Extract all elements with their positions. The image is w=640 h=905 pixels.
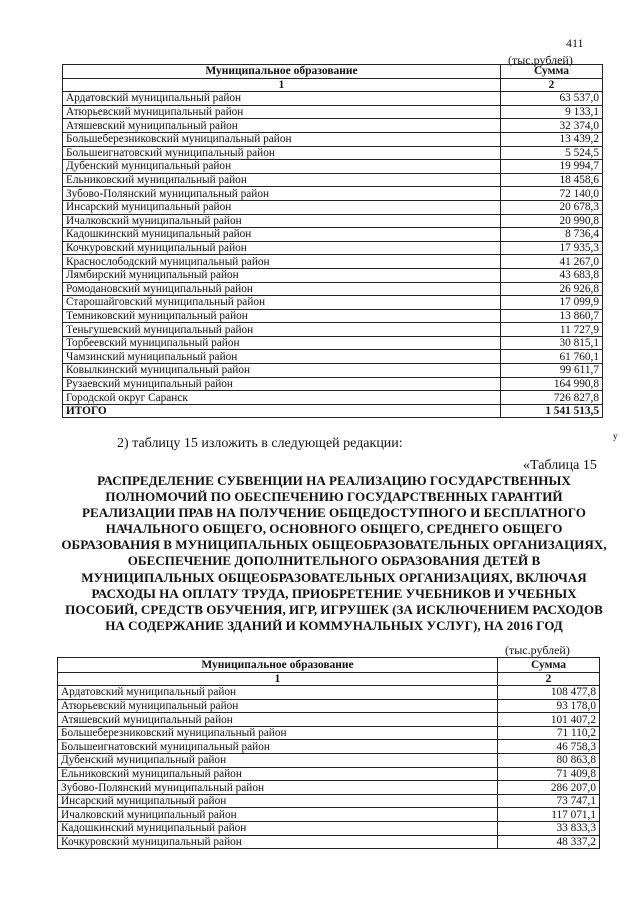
municipality-name: Большеигнатовский муниципальный район (63, 146, 501, 160)
table-header-row (58, 658, 600, 673)
subsidy-sum: 30 815,1 (501, 336, 603, 350)
column-number-2: 2 (498, 672, 600, 686)
table-row (63, 187, 603, 201)
subsidy-sum: 19 994,7 (501, 160, 603, 174)
subsidy-sum: 101 407,2 (498, 713, 600, 727)
table-row (63, 241, 603, 255)
municipality-name: Краснослободский муниципальный район (63, 255, 501, 269)
subsidy-sum: 17 935,3 (501, 241, 603, 255)
municipality-name: Зубово-Полянский муниципальный район (58, 781, 498, 795)
subsidy-table-1 (62, 64, 603, 418)
municipality-name: Инсарский муниципальный район (58, 794, 498, 808)
municipality-name: Ардатовский муниципальный район (63, 92, 501, 106)
table-row (58, 767, 600, 781)
subsidy-sum: 41 267,0 (501, 255, 603, 269)
column-number-row (58, 672, 600, 686)
table-heading: РАСПРЕДЕЛЕНИЕ СУБВЕНЦИИ НА РЕАЛИЗАЦИЮ ГОСУДАРСТВЕННЫХ ПОЛНОМОЧИЙ ПО ОБЕСПЕЧЕНИЮ ГОСУДАРСТВЕННЫХ ГАРАНТИЙ РЕАЛИЗАЦИИ ПРАВ НА ПОЛУЧЕНИЕ ОБЩЕДОСТУПНОГО И БЕСПЛАТНОГО НАЧАЛЬНОГО ОБЩЕГО, ОСНОВНОГО ОБЩЕГО, СРЕДНЕГО ОБЩЕГО ОБРАЗОВАНИЯ В МУНИЦИПАЛЬНЫХ ОБЩЕОБРАЗОВАТЕЛЬНЫХ ОРГАНИЗАЦИЯХ, ОБЕСПЕЧЕНИЕ ДОПОЛНИТЕЛЬНОГО ОБРАЗОВАНИЯ ДЕТЕЙ В МУНИЦИПАЛЬНЫХ ОБЩЕОБРАЗОВАТЕЛЬНЫХ ОРГАНИЗАЦИЯХ, ВКЛЮЧАЯ РАСХОДЫ НА ОПЛАТУ ТРУДА, ПРИОБРЕТЕНИЕ УЧЕБНИКОВ И УЧЕБНЫХ ПОСОБИЙ, СРЕДСТВ ОБУЧЕНИЯ, ИГР, ИГРУШЕК (ЗА ИСКЛЮЧЕНИЕМ РАСХОДОВ НА СОДЕРЖАНИЕ ЗДАНИЙ И КОММУНАЛЬНЫХ УСЛУГ), НА 2016 ГОД (61, 473, 607, 633)
table-row (63, 364, 603, 378)
table-reference: «Таблица 15 (523, 458, 597, 473)
municipality-name: Большеберезниковский муниципальный район (63, 132, 501, 146)
municipality-name: Ичалковский муниципальный район (58, 808, 498, 822)
subsidy-sum: 9 133,1 (501, 105, 603, 119)
subsidy-sum: 33 833,3 (498, 822, 600, 836)
table-row (63, 105, 603, 119)
units-note-2: (тыс.рублей) (505, 643, 570, 657)
table-row (58, 754, 600, 768)
column-header-municipality: Муниципальное образование (63, 65, 501, 79)
total-label: ИТОГО (63, 404, 501, 418)
subsidy-sum: 61 760,1 (501, 350, 603, 364)
subsidy-sum: 99 611,7 (501, 364, 603, 378)
municipality-name: Зубово-Полянский муниципальный район (63, 187, 501, 201)
subsidy-sum: 11 727,9 (501, 323, 603, 337)
municipality-name: Кочкуровский муниципальный район (58, 835, 498, 849)
municipality-name: Торбеевский муниципальный район (63, 336, 501, 350)
subsidy-sum: 108 477,8 (498, 686, 600, 700)
subsidy-sum: 117 071,1 (498, 808, 600, 822)
table-row (58, 740, 600, 754)
municipality-name: Ичалковский муниципальный район (63, 214, 501, 228)
subsidy-table-2 (57, 657, 600, 849)
municipality-name: Теньгушевский муниципальный район (63, 323, 501, 337)
subsidy-sum: 80 863,8 (498, 754, 600, 768)
subsidy-sum: 48 337,2 (498, 835, 600, 849)
subsidy-sum: 71 409,8 (498, 767, 600, 781)
table-row (63, 350, 603, 364)
table-row (63, 268, 603, 282)
column-header-sum: Сумма (501, 65, 603, 79)
municipality-name: Ромодановский муниципальный район (63, 282, 501, 296)
municipality-name: Чамзинский муниципальный район (63, 350, 501, 364)
municipality-name: Атюрьевский муниципальный район (63, 105, 501, 119)
total-sum: 1 541 513,5 (501, 404, 603, 418)
table-row (58, 726, 600, 740)
table-row (63, 377, 603, 391)
table-row (58, 835, 600, 849)
municipality-name: Рузаевский муниципальный район (63, 377, 501, 391)
table-header-row (63, 65, 603, 79)
subsidy-sum: 46 758,3 (498, 740, 600, 754)
subsidy-sum: 13 439,2 (501, 132, 603, 146)
table-body (63, 92, 603, 418)
municipality-name: Инсарский муниципальный район (63, 200, 501, 214)
municipality-name: Атяшевский муниципальный район (58, 713, 498, 727)
table-row (63, 323, 603, 337)
subsidy-sum: 18 458,6 (501, 173, 603, 187)
subsidy-sum: 17 099,9 (501, 296, 603, 310)
table-row (63, 119, 603, 133)
subsidy-sum: 73 747,1 (498, 794, 600, 808)
subsidy-sum: 20 678,3 (501, 200, 603, 214)
municipality-name: Атяшевский муниципальный район (63, 119, 501, 133)
municipality-name: Старошайговский муниципальный район (63, 296, 501, 310)
municipality-name: Дубенский муниципальный район (63, 160, 501, 174)
column-number-1: 1 (63, 78, 501, 92)
municipality-name: Ельниковский муниципальный район (58, 767, 498, 781)
municipality-name: Ардатовский муниципальный район (58, 686, 498, 700)
side-mark: у (613, 431, 618, 441)
units-note-1: (тыс.рублей) (508, 53, 573, 67)
subsidy-sum: 71 110,2 (498, 726, 600, 740)
column-number-1: 1 (58, 672, 498, 686)
subsidy-sum: 43 683,8 (501, 268, 603, 282)
table-row (58, 794, 600, 808)
column-number-row (63, 78, 603, 92)
municipality-name: Темниковский муниципальный район (63, 309, 501, 323)
page-number: 411 (566, 36, 584, 50)
table-row (63, 255, 603, 269)
subsidy-sum: 72 140,0 (501, 187, 603, 201)
municipality-name: Кадошкинский муниципальный район (58, 822, 498, 836)
column-number-2: 2 (501, 78, 603, 92)
table-row (63, 146, 603, 160)
instruction-text: 2) таблицу 15 изложить в следующей редакции: (117, 436, 403, 451)
municipality-name: Большеигнатовский муниципальный район (58, 740, 498, 754)
table-row (58, 686, 600, 700)
subsidy-sum: 26 926,8 (501, 282, 603, 296)
total-row (63, 404, 603, 418)
subsidy-sum: 63 537,0 (501, 92, 603, 106)
subsidy-sum: 5 524,5 (501, 146, 603, 160)
table-row (63, 92, 603, 106)
table-row (63, 173, 603, 187)
table-row (58, 781, 600, 795)
municipality-name: Кочкуровский муниципальный район (63, 241, 501, 255)
subsidy-sum: 20 990,8 (501, 214, 603, 228)
table-row (63, 214, 603, 228)
municipality-name: Городской округ Саранск (63, 391, 501, 405)
municipality-name: Лямбирский муниципальный район (63, 268, 501, 282)
table-row (63, 282, 603, 296)
table-row (58, 808, 600, 822)
table-row (63, 228, 603, 242)
table-row (58, 699, 600, 713)
column-header-sum: Сумма (498, 658, 600, 673)
subsidy-sum: 8 736,4 (501, 228, 603, 242)
subsidy-sum: 286 207,0 (498, 781, 600, 795)
column-header-municipality: Муниципальное образование (58, 658, 498, 673)
subsidy-sum: 32 374,0 (501, 119, 603, 133)
table-row (63, 160, 603, 174)
subsidy-sum: 13 860,7 (501, 309, 603, 323)
table-row (63, 296, 603, 310)
table-body (58, 686, 600, 849)
municipality-name: Кадошкинский муниципальный район (63, 228, 501, 242)
municipality-name: Дубенский муниципальный район (58, 754, 498, 768)
subsidy-sum: 93 178,0 (498, 699, 600, 713)
table-row (63, 309, 603, 323)
subsidy-sum: 726 827,8 (501, 391, 603, 405)
table-row (63, 132, 603, 146)
table-row (58, 713, 600, 727)
municipality-name: Большеберезниковский муниципальный район (58, 726, 498, 740)
subsidy-sum: 164 990,8 (501, 377, 603, 391)
municipality-name: Ковылкинский муниципальный район (63, 364, 501, 378)
table-row (63, 336, 603, 350)
table-row (58, 822, 600, 836)
municipality-name: Ельниковский муниципальный район (63, 173, 501, 187)
municipality-name: Атюрьевский муниципальный район (58, 699, 498, 713)
table-row (63, 391, 603, 405)
table-row (63, 200, 603, 214)
